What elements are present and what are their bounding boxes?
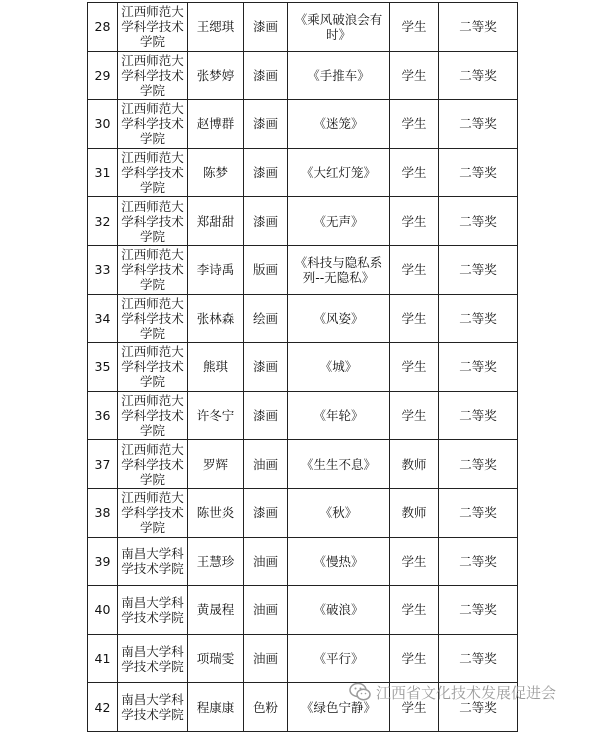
- cell-award: 二等奖: [439, 683, 518, 732]
- cell-role: 学生: [390, 343, 439, 392]
- cell-category: 油画: [244, 440, 288, 489]
- cell-institution: 江西师范大学科学技术学院: [118, 391, 188, 440]
- cell-institution: 南昌大学科学技术学院: [118, 586, 188, 635]
- cell-no: 31: [88, 148, 118, 197]
- cell-role: 学生: [390, 100, 439, 149]
- cell-name: 罗辉: [188, 440, 244, 489]
- watermark: [349, 680, 556, 704]
- cell-role: 学生: [390, 683, 439, 732]
- cell-category: 油画: [244, 586, 288, 635]
- cell-institution: 江西师范大学科学技术学院: [118, 440, 188, 489]
- table-row: [88, 100, 518, 149]
- cell-award: 二等奖: [439, 488, 518, 537]
- cell-award: 二等奖: [439, 440, 518, 489]
- cell-no: 36: [88, 391, 118, 440]
- cell-no: 41: [88, 634, 118, 683]
- cell-institution: 江西师范大学科学技术学院: [118, 343, 188, 392]
- awards-table-body: [88, 3, 518, 732]
- cell-no: 29: [88, 51, 118, 100]
- table-row: [88, 634, 518, 683]
- cell-role: 学生: [390, 3, 439, 52]
- cell-name: 程康康: [188, 683, 244, 732]
- cell-work: 《大红灯笼》: [288, 148, 390, 197]
- cell-award: 二等奖: [439, 51, 518, 100]
- cell-name: 赵博群: [188, 100, 244, 149]
- cell-category: 油画: [244, 634, 288, 683]
- cell-role: 学生: [390, 586, 439, 635]
- cell-work: 《手推车》: [288, 51, 390, 100]
- cell-work: 《平行》: [288, 634, 390, 683]
- cell-name: 张林森: [188, 294, 244, 343]
- cell-category: 色粉: [244, 683, 288, 732]
- cell-name: 陈世炎: [188, 488, 244, 537]
- cell-no: 39: [88, 537, 118, 586]
- cell-institution: 南昌大学科学技术学院: [118, 634, 188, 683]
- cell-name: 项瑞雯: [188, 634, 244, 683]
- cell-name: 黄晟程: [188, 586, 244, 635]
- cell-work: 《城》: [288, 343, 390, 392]
- cell-institution: 江西师范大学科学技术学院: [118, 3, 188, 52]
- cell-role: 学生: [390, 197, 439, 246]
- cell-institution: 江西师范大学科学技术学院: [118, 197, 188, 246]
- cell-name: 郑甜甜: [188, 197, 244, 246]
- cell-category: 漆画: [244, 391, 288, 440]
- cell-no: 35: [88, 343, 118, 392]
- cell-no: 30: [88, 100, 118, 149]
- cell-name: 王慧珍: [188, 537, 244, 586]
- cell-name: 王缌琪: [188, 3, 244, 52]
- cell-no: 33: [88, 245, 118, 294]
- cell-work: 《无声》: [288, 197, 390, 246]
- cell-award: 二等奖: [439, 245, 518, 294]
- cell-name: 李诗禹: [188, 245, 244, 294]
- cell-work: 《乘风破浪会有时》: [288, 3, 390, 52]
- table-row: [88, 245, 518, 294]
- cell-role: 教师: [390, 488, 439, 537]
- cell-institution: 江西师范大学科学技术学院: [118, 488, 188, 537]
- table-row: [88, 148, 518, 197]
- cell-award: 二等奖: [439, 294, 518, 343]
- cell-no: 32: [88, 197, 118, 246]
- cell-work: 《风姿》: [288, 294, 390, 343]
- watermark-text: 江西省文化技术发展促进会: [376, 683, 557, 702]
- cell-institution: 江西师范大学科学技术学院: [118, 51, 188, 100]
- cell-work: 《科技与隐私系列--无隐私》: [288, 245, 390, 294]
- table-row: [88, 3, 518, 52]
- awards-table: [87, 2, 518, 732]
- cell-category: 漆画: [244, 488, 288, 537]
- cell-no: 37: [88, 440, 118, 489]
- cell-role: 学生: [390, 51, 439, 100]
- table-row: [88, 488, 518, 537]
- cell-role: 教师: [390, 440, 439, 489]
- cell-category: 漆画: [244, 197, 288, 246]
- cell-institution: 江西师范大学科学技术学院: [118, 100, 188, 149]
- cell-institution: 江西师范大学科学技术学院: [118, 294, 188, 343]
- cell-work: 《年轮》: [288, 391, 390, 440]
- cell-name: 陈梦: [188, 148, 244, 197]
- cell-no: 34: [88, 294, 118, 343]
- table-row: [88, 391, 518, 440]
- table-row: [88, 343, 518, 392]
- cell-institution: 南昌大学科学技术学院: [118, 537, 188, 586]
- cell-category: 版画: [244, 245, 288, 294]
- cell-work: 《破浪》: [288, 586, 390, 635]
- cell-no: 40: [88, 586, 118, 635]
- table-row: [88, 586, 518, 635]
- cell-institution: 江西师范大学科学技术学院: [118, 148, 188, 197]
- cell-work: 《绿色宁静》: [288, 683, 390, 732]
- cell-category: 绘画: [244, 294, 288, 343]
- cell-work: 《慢热》: [288, 537, 390, 586]
- cell-institution: 南昌大学科学技术学院: [118, 683, 188, 732]
- cell-institution: 江西师范大学科学技术学院: [118, 245, 188, 294]
- cell-award: 二等奖: [439, 586, 518, 635]
- cell-work: 《生生不息》: [288, 440, 390, 489]
- cell-award: 二等奖: [439, 343, 518, 392]
- cell-award: 二等奖: [439, 197, 518, 246]
- cell-no: 28: [88, 3, 118, 52]
- cell-role: 学生: [390, 537, 439, 586]
- cell-role: 学生: [390, 245, 439, 294]
- table-row: [88, 440, 518, 489]
- cell-name: 许冬宁: [188, 391, 244, 440]
- cell-award: 二等奖: [439, 3, 518, 52]
- cell-award: 二等奖: [439, 100, 518, 149]
- table-row: [88, 537, 518, 586]
- cell-name: 熊琪: [188, 343, 244, 392]
- cell-no: 38: [88, 488, 118, 537]
- cell-role: 学生: [390, 391, 439, 440]
- cell-no: 42: [88, 683, 118, 732]
- cell-award: 二等奖: [439, 391, 518, 440]
- cell-award: 二等奖: [439, 148, 518, 197]
- table-row: [88, 294, 518, 343]
- cell-category: 漆画: [244, 343, 288, 392]
- cell-role: 学生: [390, 294, 439, 343]
- cell-category: 漆画: [244, 100, 288, 149]
- cell-category: 油画: [244, 537, 288, 586]
- cell-category: 漆画: [244, 3, 288, 52]
- cell-category: 漆画: [244, 148, 288, 197]
- cell-award: 二等奖: [439, 537, 518, 586]
- cell-role: 学生: [390, 634, 439, 683]
- wechat-icon: [349, 682, 371, 702]
- cell-role: 学生: [390, 148, 439, 197]
- table-row: [88, 197, 518, 246]
- cell-work: 《秋》: [288, 488, 390, 537]
- cell-category: 漆画: [244, 51, 288, 100]
- table-row: [88, 51, 518, 100]
- cell-name: 张梦婷: [188, 51, 244, 100]
- cell-award: 二等奖: [439, 634, 518, 683]
- cell-work: 《迷笼》: [288, 100, 390, 149]
